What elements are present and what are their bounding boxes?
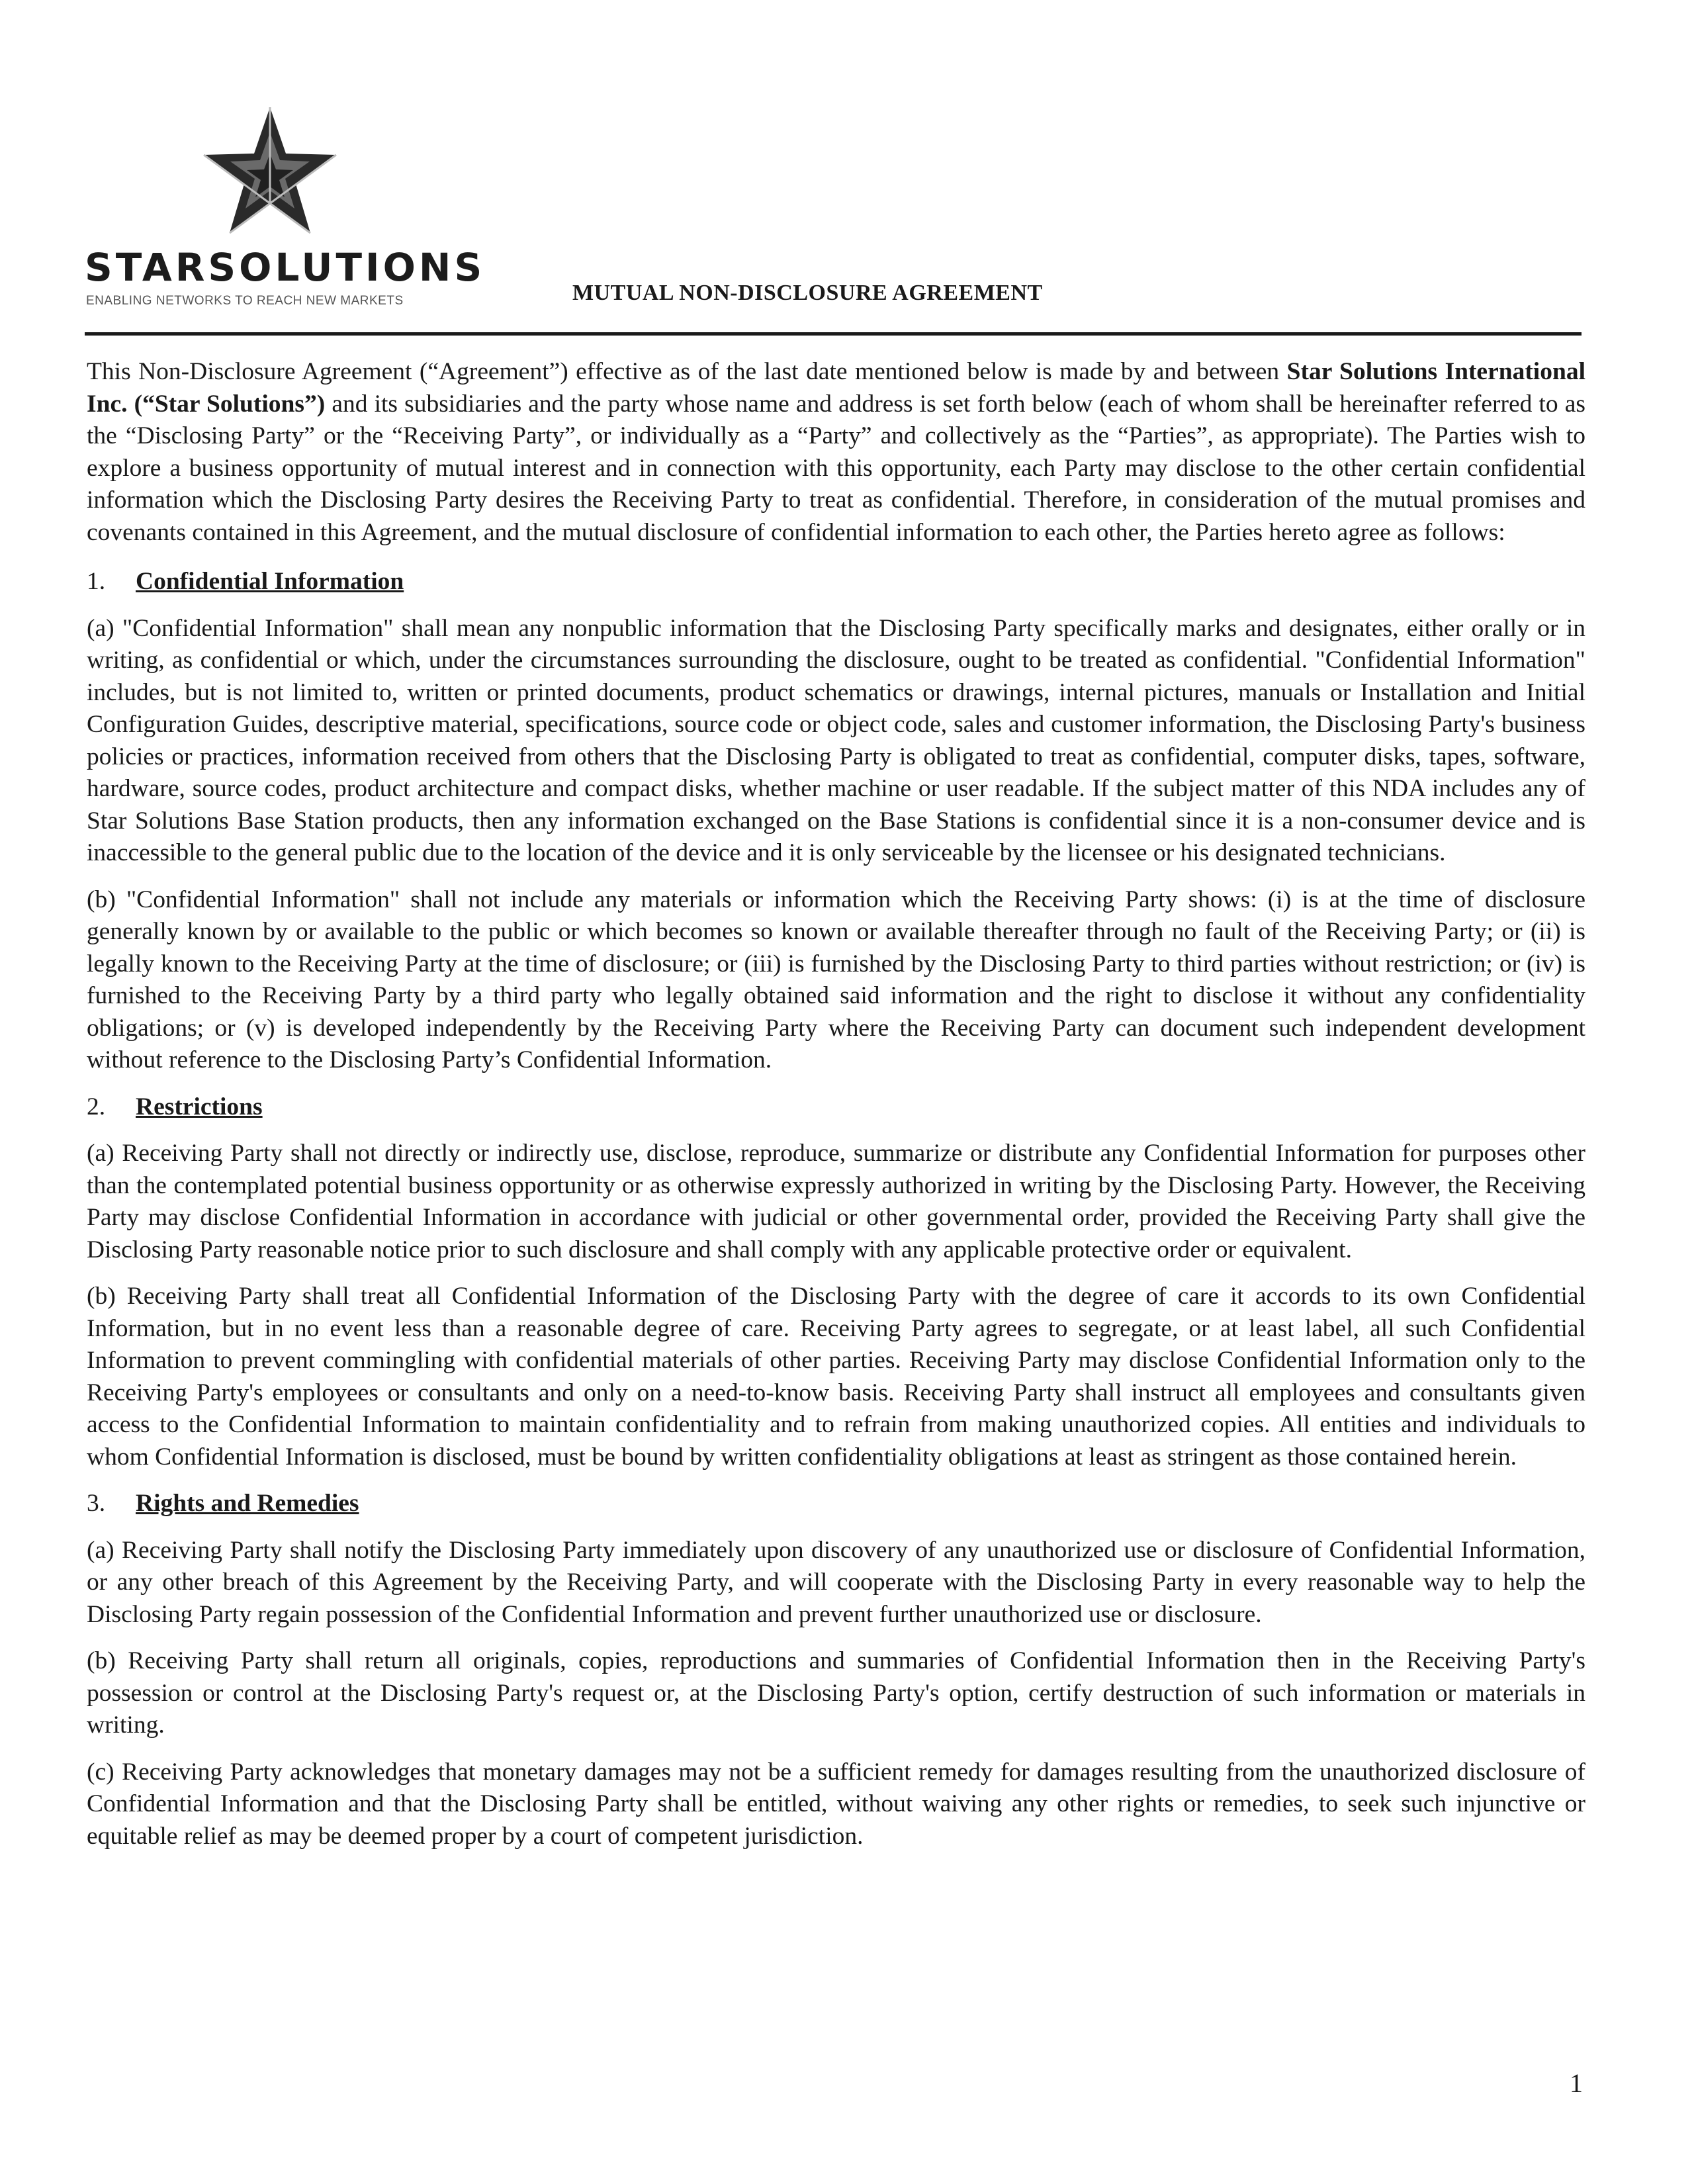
section-heading xyxy=(87,566,1585,598)
star-icon xyxy=(201,106,339,238)
section-heading xyxy=(87,1488,1585,1520)
section-paragraph: (a) Receiving Party shall notify the Disclosing Party immediately upon discovery of any unauthorized use or disclosure of Confidential Information, or any other breach of this Agreement by the Receiving Party, and will cooperate with the Disclosing Party in every reasonable way to help the Disclosing Party regain possession of the Confidential Information and prevent further unauthorized use or disclosure. xyxy=(87,1536,1585,1628)
section-title: Rights and Remedies xyxy=(136,1490,359,1517)
section-paragraph: (b) Receiving Party shall treat all Confidential Information of the Disclosing Party with the degree of care it accords to its own Confidential Information, but in no event less than a reasonable degree of care. Receiving Party agrees to segregate, or at least label, all such Confidential Information to prevent commingling with confidential materials of other parties. Receiving Party may disclose Confidential Information only to the Receiving Party's employees or consultants and only on a need-to-know basis. Receiving Party shall instruct all employees and consultants given access to the Confidential Information to maintain confidentiality and to refrain from making unauthorized copies. All entities and individuals to whom Confidential Information is disclosed, must be bound by written confidentiality obligations at least as stringent as those contained herein. xyxy=(87,1283,1585,1471)
section-heading xyxy=(87,1091,1585,1124)
section-paragraph: (b) "Confidential Information" shall not include any materials or information which the Receiving Party shows: (i) is at the time of disclosure generally known by or available to the public or which becomes so known or available thereafter through no fault of the Receiving Party; or (ii) is legally known to the Receiving Party at the time of disclosure; or (iii) is furnished by the Disclosing Party to third parties without restriction; or (iv) is furnished to the Receiving Party by a third party who legally obtained said information and the right to disclose it without any confidentiality obligations; or (v) is developed independently by the Receiving Party where the Receiving Party can document such independent development without reference to the Disclosing Party’s Confidential Information. xyxy=(87,886,1585,1073)
section-paragraph: (a) Receiving Party shall not directly or indirectly use, disclose, reproduce, summarize or distribute any Confidential Information for purposes other than the contemplated potential business opportunity or as otherwise expressly authorized in writing by the Disclosing Party. However, the Receiving Party may disclose Confidential Information in accordance with judicial or other governmental order, provided the Receiving Party shall give the Disclosing Party reasonable notice prior to such disclosure and shall comply with any applicable protective order or equivalent. xyxy=(87,1140,1585,1263)
document-title: MUTUAL NON-DISCLOSURE AGREEMENT xyxy=(572,281,1043,305)
section-number: 2. xyxy=(87,1093,106,1120)
section-number: 1. xyxy=(87,568,106,595)
header-divider xyxy=(85,332,1582,336)
section-number: 3. xyxy=(87,1490,106,1517)
intro-party-name: Star Solutions International Inc. (“Star Solutions”) xyxy=(87,358,1586,418)
section-paragraph: (b) Receiving Party shall return all originals, copies, reproductions and summaries of Confidential Information then in the Receiving Party's possession or control at the Disclosing Party's request or, at the Disclosing Party's option, certify destruction of such information or materials in writing. xyxy=(87,1647,1585,1739)
logo-wordmark: STARSOLUTIONS xyxy=(85,245,486,290)
intro-text-start: This Non-Disclosure Agreement (“Agreement”) effective as of the last date mentioned below is made by and between xyxy=(87,358,1287,385)
section-paragraph: (a) "Confidential Information" shall mean any nonpublic information that the Disclosing Party specifically marks and designates, either orally or in writing, as confidential or which, under the circumstances surrounding the disclosure, ought to be treated as confidential. "Confidential Information" includes, but is not limited to, written or printed documents, product schematics or drawings, internal pictures, manuals or Installation and Initial Configuration Guides, descriptive material, specifications, source code or object code, sales and customer information, the Disclosing Party's business policies or practices, information received from others that the Disclosing Party is obligated to treat as confidential, computer disks, tapes, software, hardware, source codes, product architecture and compact disks, whether machine or user readable. If the subject matter of this NDA includes any of Star Solutions Base Station products, then any information exchanged on the Base Stations is confidential since it is a non-consumer device and is inaccessible to the general public due to the location of the device and it is only serviceable by the licensee or his designated technicians. xyxy=(87,614,1585,866)
section-paragraph: (c) Receiving Party acknowledges that monetary damages may not be a sufficient remedy for damages resulting from the unauthorized disclosure of Confidential Information and that the Disclosing Party shall be entitled, without waiving any other rights or remedies, to seek such injunctive or equitable relief as may be deemed proper by a court of competent jurisdiction. xyxy=(87,1758,1585,1850)
intro-paragraph xyxy=(87,356,1585,549)
section-title: Restrictions xyxy=(136,1093,263,1120)
company-logo xyxy=(85,106,486,311)
logo-tagline: ENABLING NETWORKS TO REACH NEW MARKETS xyxy=(86,294,404,308)
intro-text-end: and its subsidiaries and the party whose name and address is set forth below (each of whom shall be hereinafter referred to as the “Disclosing Party” or the “Receiving Party”, or individually as a “Party” and collectively as the “Parties”, as appropriate). The Parties wish to explore a business opportunity of mutual interest and in connection with this opportunity, each Party may disclose to the other certain confidential information which the Disclosing Party desires the Receiving Party to treat as confidential. Therefore, in consideration of the mutual promises and covenants contained in this Agreement, and the mutual disclosure of confidential information to each other, the Parties hereto agree as follows: xyxy=(87,390,1585,546)
document-body xyxy=(87,356,1585,1867)
page-number: 1 xyxy=(1570,2068,1583,2098)
section-title: Confidential Information xyxy=(136,568,404,595)
